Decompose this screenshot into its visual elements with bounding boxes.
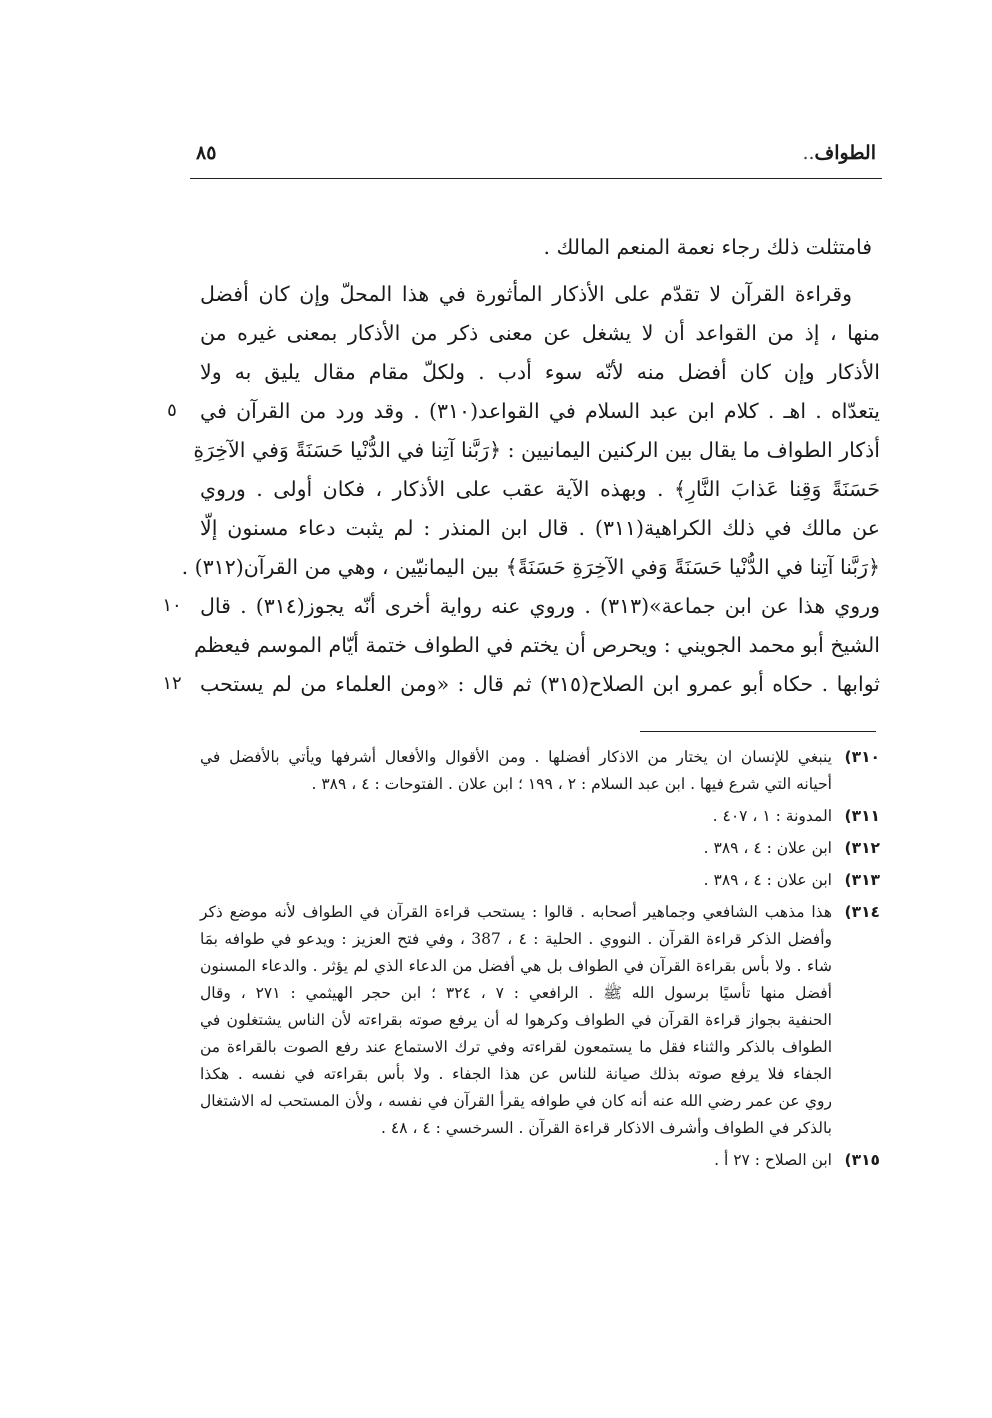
chapter-title: الطواف..: [802, 142, 876, 164]
footnote-number: ٣١٣): [844, 871, 880, 889]
footnote-number: ٣١٥): [844, 1151, 880, 1169]
footnote: [200, 803, 880, 830]
footnote-line: ابن الصلاح : ٢٧ أ .: [714, 1151, 832, 1169]
line-number: ٥: [167, 400, 177, 421]
footnote-number: ٣١١): [844, 807, 880, 825]
text-line: ثوابها . حكاه أبو عمرو ابن الصلاح(٣١٥) ثم قال : «ومن العلماء من لم يستحب: [200, 672, 880, 696]
footnote-number: ٣١٤): [844, 903, 880, 921]
main-text: [181, 228, 881, 704]
footnote-line: الحنفية بجواز قراءة القرآن في الطواف وكرهوا له أن يرفع صوته بقراءته لأن الناس يشتغلون في: [200, 1011, 832, 1029]
text-line: حَسَنَةً وَقِنا عَذابَ النَّارِ﴾ . وبهذه الآية عقب على الأذكار ، فكان أولى . وروي: [200, 477, 880, 501]
footnote-line: شاء . ولا بأس بقراءة القرآن في الطواف بل هي أفضل من الدعاء الذي لم يؤثر . والدعاء المسنون: [200, 957, 832, 975]
footnote: [200, 835, 880, 862]
footnote-line: أفضل منها تأسيًا برسول الله ﷺ . الرافعي : ٧ ، ٣٢٤ ؛ ابن حجر الهيثمي : ٢٧١ ، وقال: [200, 984, 832, 1002]
footnote-line: الجفاء فلا يرفع صوته بذلك صيانة للناس عن هذا الجفاء . ولا بأس بقراءته في نفسه . هكذا: [200, 1065, 832, 1083]
text-line: وقراءة القرآن لا تقدّم على الأذكار المأثورة في هذا المحلّ وإن كان أفضل: [200, 282, 852, 306]
text-line: منها ، إذ من القواعد أن لا يشغل عن معنى ذكر من الأذكار بمعنى غيره من: [200, 321, 880, 345]
text-line: يتعدّاه . اهـ . كلام ابن عبد السلام في القواعد(٣١٠) . وقد ورد من القرآن في: [200, 399, 880, 423]
footnote-line: الطواف بالذكر والثناء فقل ما يستمعون لقراءته وفي ترك الاستماع عند رفع الصوت بالقراءة من: [200, 1038, 832, 1056]
footnote-divider: [640, 731, 876, 732]
line-number: ١٢: [162, 673, 182, 694]
text-line: وروي هذا عن ابن جماعة»(٣١٣) . وروي عنه رواية أخرى أنّه يجوز(٣١٤) . قال: [200, 594, 880, 618]
footnote-number: ٣١٢): [844, 839, 880, 857]
page-number: ٨٥: [196, 142, 217, 164]
running-header: [190, 138, 882, 174]
footnote: [200, 744, 880, 798]
footnote-line: ابن علان : ٤ ، ٣٨٩ .: [703, 839, 832, 857]
text-line: الأذكار وإن كان أفضل منه لأنّه سوء أدب . ولكلّ مقام مقال يليق به ولا: [200, 360, 880, 384]
footnotes: [200, 744, 880, 1174]
footnote-line: ينبغي للإنسان ان يختار من الاذكار أفضلها . ومن الأقوال والأفعال أشرفها ويأتي بالأفضل في: [200, 748, 832, 766]
footnote: [200, 1147, 880, 1174]
footnote-line: بالذكر في الطواف وأشرف الاذكار قراءة القرآن . السرخسي : ٤ ، ٤٨ .: [381, 1119, 832, 1137]
footnote: [200, 899, 880, 1142]
header-divider: [190, 178, 882, 179]
footnote-line: المدونة : ١ ، ٤٠٧ .: [712, 807, 832, 825]
footnote-line: أحيانه التي شرع فيها . ابن عبد السلام : ٢ ، ١٩٩ ؛ ابن علان . الفتوحات : ٤ ، ٣٨٩ .: [311, 775, 832, 793]
text-line: عن مالك في ذلك الكراهية(٣١١) . قال ابن المنذر : لم يثبت دعاء مسنون إلّا: [200, 516, 881, 540]
footnote-line: هذا مذهب الشافعي وجماهير أصحابه . قالوا : يستحب قراءة القرآن في الطواف لأنه موضع ذكر: [200, 903, 832, 921]
footnote-line: روي عن عمر رضي الله عنه أنه كان في طوافه يقرأ القرآن في نفسه ، ولأن المستحب له الاشتغال: [200, 1092, 832, 1110]
text-line: ﴿رَبَّنا آتِنا في الدُّنْيا حَسَنَةً وَفي الآخِرَةِ حَسَنَةً﴾ بين اليمانيّين ، وهي من القرآن(٣١٢) .: [181, 555, 880, 579]
footnote-line: ابن علان : ٤ ، ٣٨٩ .: [703, 871, 832, 889]
footnote-line: وأفضل الذكر قراءة القرآن . النووي . الحلية : ٤ ، 387 ، وفي فتح العزيز : ويدعو في طوافه بمَا: [200, 930, 832, 948]
line-number: ١٠: [162, 595, 182, 616]
text-line: الشيخ أبو محمد الجويني : ويحرص أن يختم في الطواف ختمة أيّام الموسم فيعظم: [193, 633, 880, 657]
footnote-number: ٣١٠): [844, 748, 880, 766]
footnote: [200, 867, 880, 894]
text-line: أذكار الطواف ما يقال بين الركنين اليمانيين : ﴿رَبَّنا آتِنا في الدُّنْيا حَسَنَةً وَفي الآخِرَةِ: [193, 438, 880, 462]
text-line: فامتثلت ذلك رجاء نعمة المنعم المالك .: [543, 235, 872, 259]
